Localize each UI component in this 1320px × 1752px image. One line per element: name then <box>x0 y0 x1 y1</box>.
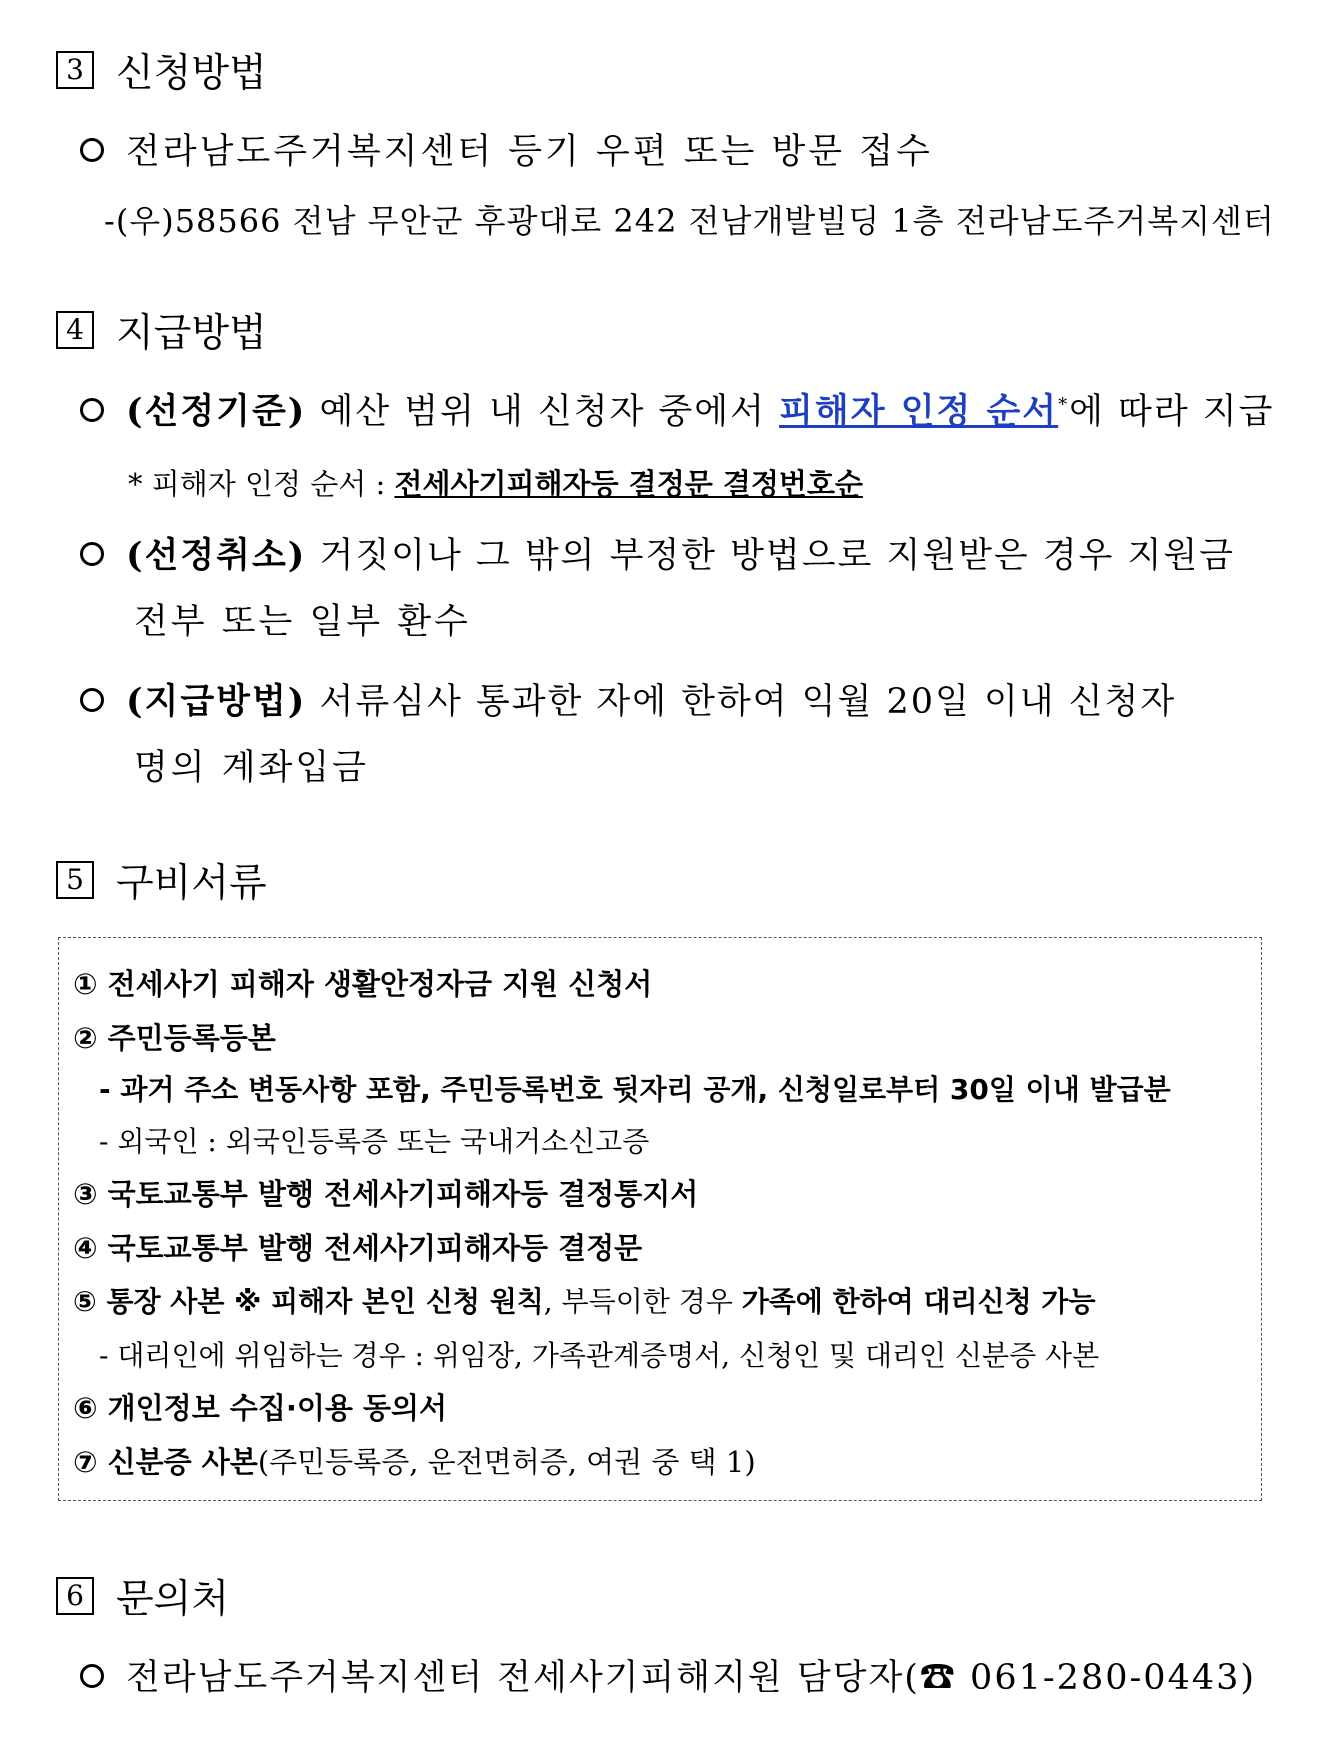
doc-item-6: ⑥ 개인정보 수집·이용 동의서 <box>73 1391 448 1425</box>
section-title: 문의처 <box>116 1577 230 1622</box>
s4-cancel <box>80 528 1235 578</box>
doc-item-5-bold2: 가족에 한하여 대리신청 가능 <box>741 1285 1096 1318</box>
s4-note <box>128 462 863 503</box>
payment-text: 서류심사 통과한 자에 한하여 익월 20일 이내 신청자 <box>319 682 1177 722</box>
criteria-text: 예산 범위 내 신청자 중에서 <box>319 392 766 432</box>
section-4-heading <box>56 302 267 358</box>
section-title: 신청방법 <box>116 51 267 96</box>
documents-box <box>58 937 1262 1501</box>
doc-item-5-bold: ⑤ 통장 사본 ※ 피해자 본인 신청 원칙 <box>73 1285 544 1318</box>
section-title: 구비서류 <box>116 861 267 906</box>
bullet-circle-icon <box>80 542 104 566</box>
s6-contact <box>80 1650 1256 1700</box>
s3-bullet-text: 전라남도주거복지센터 등기 우편 또는 방문 접수 <box>126 132 933 172</box>
victim-order-link[interactable]: 피해자 인정 순서 <box>779 392 1059 432</box>
section-title: 지급방법 <box>116 311 267 356</box>
criteria-tail: 에 따라 지급 <box>1069 392 1275 432</box>
doc-item-2-detail-a: - 과거 주소 변동사항 포함, 주민등록번호 뒷자리 공개, 신청일로부터 30일 이내 발급분 <box>99 1073 1171 1106</box>
phone-number[interactable]: ☎ 061-280-0443) <box>919 1658 1257 1698</box>
cancel-text: 거짓이나 그 밖의 부정한 방법으로 지원받은 경우 지원금 <box>319 536 1236 576</box>
doc-item-7-rest: (주민등록증, 운전면허증, 여권 중 택 1) <box>257 1445 756 1479</box>
contact-text: 전라남도주거복지센터 전세사기피해지원 담당자( <box>126 1658 920 1698</box>
doc-item-5-detail: - 대리인에 위임하는 경우 : 위임장, 가족관계증명서, 신청인 및 대리인 신분증 사본 <box>99 1339 1100 1372</box>
s3-bullet <box>80 124 933 174</box>
s4-cancel-cont: 전부 또는 일부 환수 <box>134 602 471 642</box>
doc-item-2: ② 주민등록등본 <box>73 1021 276 1055</box>
doc-item-2-detail-b: - 외국인 : 외국인등록증 또는 국내거소신고증 <box>99 1125 650 1158</box>
doc-item-1: ① 전세사기 피해자 생활안정자금 지원 신청서 <box>73 967 653 1001</box>
payment-label: (지급방법) <box>126 681 307 722</box>
s4-criteria <box>80 384 1274 434</box>
section-number: 5 <box>56 861 94 899</box>
cancel-label: (선정취소) <box>126 535 307 576</box>
bullet-circle-icon <box>80 1664 104 1688</box>
bullet-circle-icon <box>80 688 104 712</box>
s3-address: -(우)58566 전남 무안군 후광대로 242 전남개발빌딩 1층 전라남도주거복지센터 <box>104 202 1275 240</box>
criteria-label: (선정기준) <box>126 391 307 432</box>
doc-item-7 <box>73 1440 756 1481</box>
s4-payment-cont: 명의 계좌입금 <box>134 748 369 788</box>
footnote-marker: * <box>1058 394 1070 416</box>
doc-item-3: ③ 국토교통부 발행 전세사기피해자등 결정통지서 <box>73 1177 699 1211</box>
bullet-circle-icon <box>80 398 104 422</box>
doc-item-5-mid: , 부득이한 경우 <box>543 1285 742 1318</box>
doc-item-5 <box>73 1280 1096 1320</box>
bullet-circle-icon <box>80 138 104 162</box>
note-prefix: * 피해자 인정 순서 : <box>128 467 386 501</box>
section-6-heading <box>56 1568 229 1624</box>
section-3-heading <box>56 42 267 98</box>
doc-item-4: ④ 국토교통부 발행 전세사기피해자등 결정문 <box>73 1231 643 1265</box>
doc-item-7-bold: ⑦ 신분증 사본 <box>73 1445 258 1479</box>
section-5-heading <box>56 852 267 908</box>
section-number: 3 <box>56 51 94 89</box>
section-number: 6 <box>56 1577 94 1615</box>
section-number: 4 <box>56 311 94 349</box>
note-bold: 전세사기피해자등 결정문 결정번호순 <box>394 467 863 501</box>
s4-payment <box>80 674 1176 724</box>
